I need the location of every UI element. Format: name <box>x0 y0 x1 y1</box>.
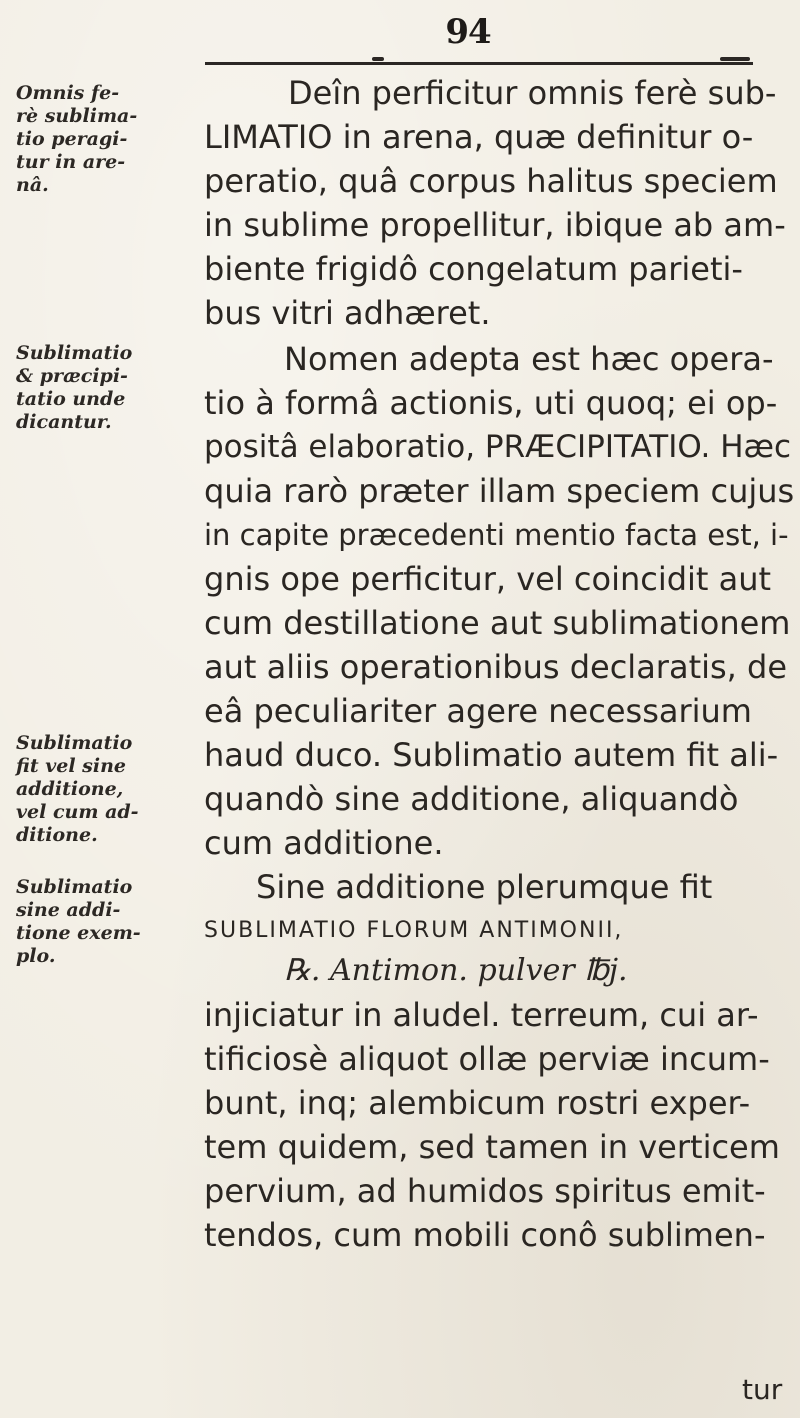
text-line: Deîn perficitur omnis ferè sub- <box>288 74 777 112</box>
text-line: haud duco. Sublimatio autem fit ali- <box>204 736 779 774</box>
text-line: pervium, ad humidos spiritus emit- <box>204 1172 766 1210</box>
text-line: tem quidem, sed tamen in verticem <box>204 1128 780 1166</box>
text-line: eâ peculiariter agere necessarium <box>204 692 752 730</box>
text-line: injiciatur in aludel. terreum, cui ar- <box>204 996 759 1034</box>
recipe-line: ℞. Antimon. pulver ℔j. <box>284 953 628 988</box>
text-line: cum additione. <box>204 824 444 862</box>
text-line: quandò sine additione, aliquandò <box>204 780 739 818</box>
text-line: bus vitri adhæret. <box>204 294 491 332</box>
header-rule <box>205 62 753 65</box>
text-line: LIMATIO in arena, quæ definitur o- <box>204 118 754 156</box>
header-rule-ornament <box>372 57 384 61</box>
text-line: bunt, inq; alembicum rostri exper- <box>204 1084 751 1122</box>
text-line: tificiosè aliquot ollæ perviæ incum- <box>204 1040 770 1078</box>
page-number: 94 <box>445 12 491 52</box>
text-line: biente frigidô congelatum parieti- <box>204 250 743 288</box>
text-line: Sine additione plerumque fit <box>256 868 713 906</box>
text-line: positâ elaboratio, PRÆCIPITATIO. Hæc <box>204 429 792 465</box>
text-line: aut aliis operationibus declaratis, de <box>204 648 788 686</box>
header-rule-ornament <box>720 57 750 61</box>
text-line: quia rarò præter illam speciem cujus <box>204 472 795 510</box>
text-line: gnis ope perficitur, vel coincidit aut <box>204 560 772 598</box>
text-line: in capite præcedenti mentio facta est, i- <box>204 518 789 552</box>
text-line: SUBLIMATIO FLORUM ANTIMONII, <box>204 918 624 943</box>
text-line: Nomen adepta est hæc opera- <box>284 340 774 378</box>
margin-note: Sublimatio & præcipi- tatio unde dicantur. <box>16 342 133 433</box>
text-line: tio à formâ actionis, uti quoq; ei op- <box>204 384 778 422</box>
catchword: tur <box>742 1373 783 1406</box>
text-line: in sublime propellitur, ibique ab am- <box>204 206 786 244</box>
margin-note: Sublimatio fit vel sine additione, vel cum ad- ditione. <box>16 732 139 846</box>
text-line: tendos, cum mobili conô sublimen- <box>204 1216 766 1254</box>
margin-note: Sublimatio sine addi- tione exem- plo. <box>16 876 141 967</box>
margin-note: Omnis fe- rè sublima- tio peragi- tur in are- nâ. <box>16 82 138 196</box>
text-line: cum destillatione aut sublimationem <box>204 604 791 642</box>
text-line: peratio, quâ corpus halitus speciem <box>204 162 778 200</box>
